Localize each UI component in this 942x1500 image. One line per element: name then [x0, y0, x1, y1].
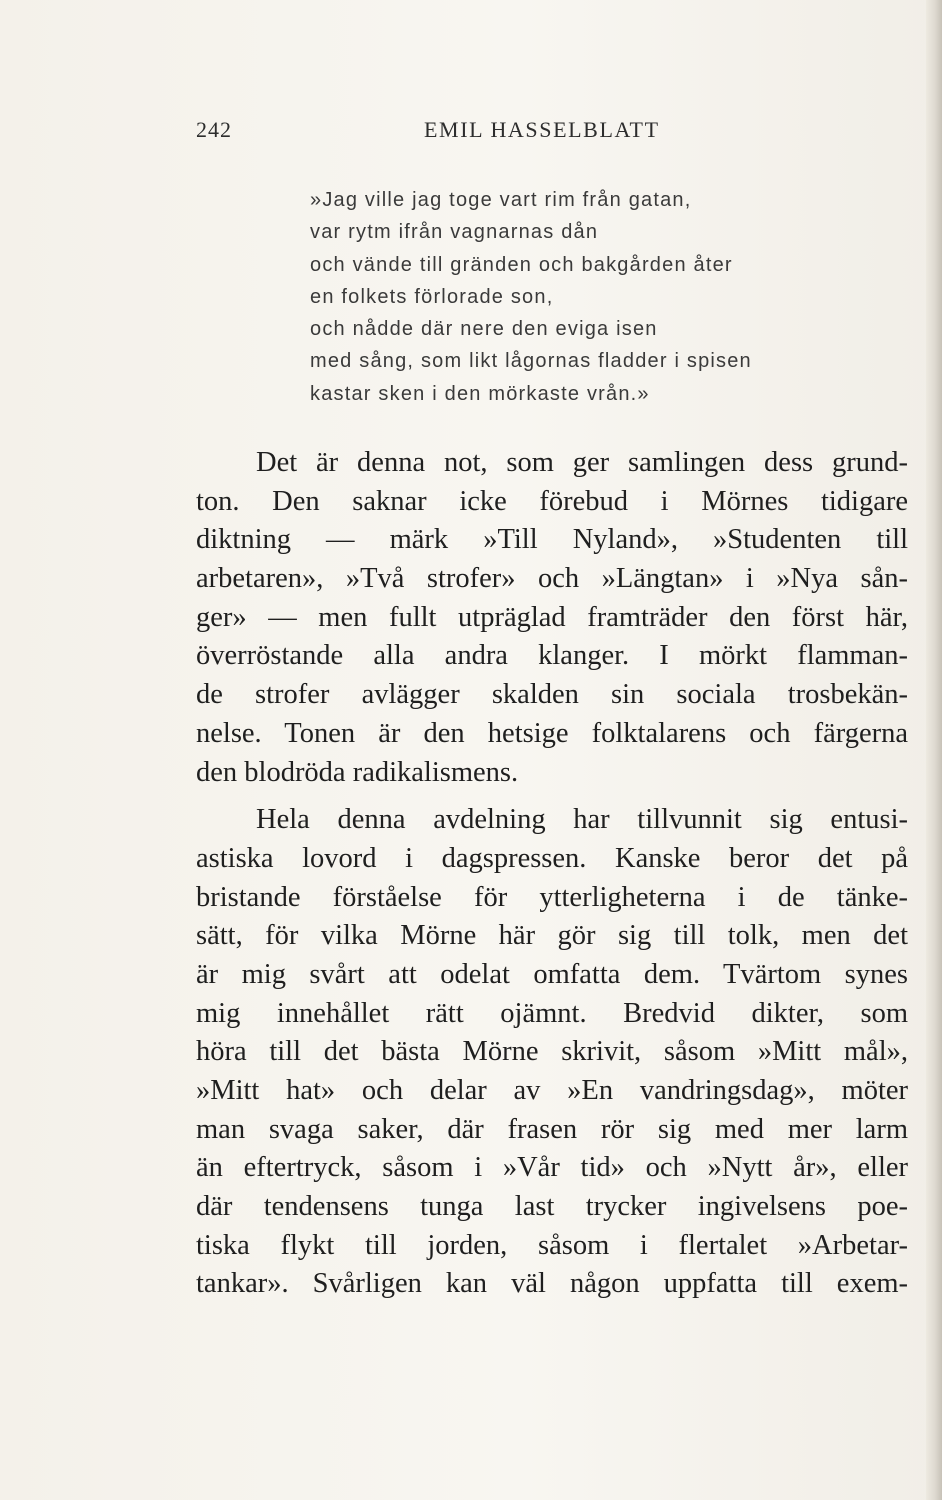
page-number: 242: [196, 117, 232, 142]
text-line: tiska flykt till jorden, såsom i flertalet »Arbetar-: [196, 1229, 908, 1261]
text-line: är mig svårt att odelat omfatta dem. Tvärtom synes: [196, 958, 908, 990]
poem-line: en folkets förlorade son,: [310, 285, 554, 308]
text-line: den blodröda radikalismens.: [196, 756, 519, 788]
poem-line: kastar sken i den mörkaste vrån.»: [310, 382, 650, 405]
text-line: mig innehållet rätt ojämnt. Bredvid dikter, som: [196, 997, 908, 1029]
text-line: arbetaren», »Två strofer» och »Längtan» i »Nya sån-: [196, 563, 908, 595]
text-line: de strofer avlägger skalden sin sociala trosbekän-: [196, 679, 908, 711]
paragraph-2: [196, 801, 908, 1304]
poem-line: och nådde där nere den eviga isen: [310, 318, 658, 341]
text-line: höra till det bästa Mörne skrivit, såsom »Mitt mål»,: [196, 1036, 908, 1068]
text-line: sätt, för vilka Mörne här gör sig till tolk, men det: [196, 920, 908, 952]
paragraph-1: [196, 444, 908, 792]
text-line: ton. Den saknar icke förebud i Mörnes tidigare: [196, 485, 908, 517]
text-line: nelse. Tonen är den hetsige folktalarens och färgerna: [196, 717, 908, 749]
text-line: astiska lovord i dagspressen. Kanske beror det på: [196, 842, 908, 874]
text-line: än eftertryck, såsom i »Vår tid» och »Nytt år», eller: [196, 1152, 908, 1184]
poem-quotation: [310, 184, 870, 410]
page-edge-shadow: [926, 0, 942, 1500]
text-line: Det är denna not, som ger samlingen dess grund-: [256, 447, 908, 478]
poem-line: var rytm ifrån vagnarnas dån: [310, 221, 599, 244]
running-head: EMIL HASSELBLATT: [424, 117, 660, 142]
text-line: överröstande alla andra klanger. I mörkt flamman-: [196, 640, 908, 672]
poem-line: »Jag ville jag toge vart rim från gatan,: [310, 189, 692, 211]
text-line: tankar». Svårligen kan väl någon uppfatta till exem-: [196, 1268, 908, 1300]
page-header: [196, 117, 906, 147]
text-line: där tendensens tunga last trycker ingivelsens poe-: [196, 1191, 908, 1223]
text-line: diktning — märk »Till Nyland», »Studenten till: [196, 524, 908, 556]
text-line: »Mitt hat» och delar av »En vandringsdag», möter: [196, 1075, 908, 1106]
poem-line: med sång, som likt lågornas fladder i spisen: [310, 350, 752, 373]
paragraph-gap: [196, 792, 908, 801]
body-text: [196, 444, 908, 1304]
poem-line: och vände till gränden och bakgården åter: [310, 253, 733, 276]
text-line: Hela denna avdelning har tillvunnit sig entusi-: [256, 804, 908, 836]
text-line: bristande förståelse för ytterligheterna i de tänke-: [196, 881, 908, 913]
text-line: man svaga saker, där frasen rör sig med mer larm: [196, 1113, 908, 1145]
text-line: ger» — men fullt utpräglad framträder den först här,: [196, 601, 908, 633]
